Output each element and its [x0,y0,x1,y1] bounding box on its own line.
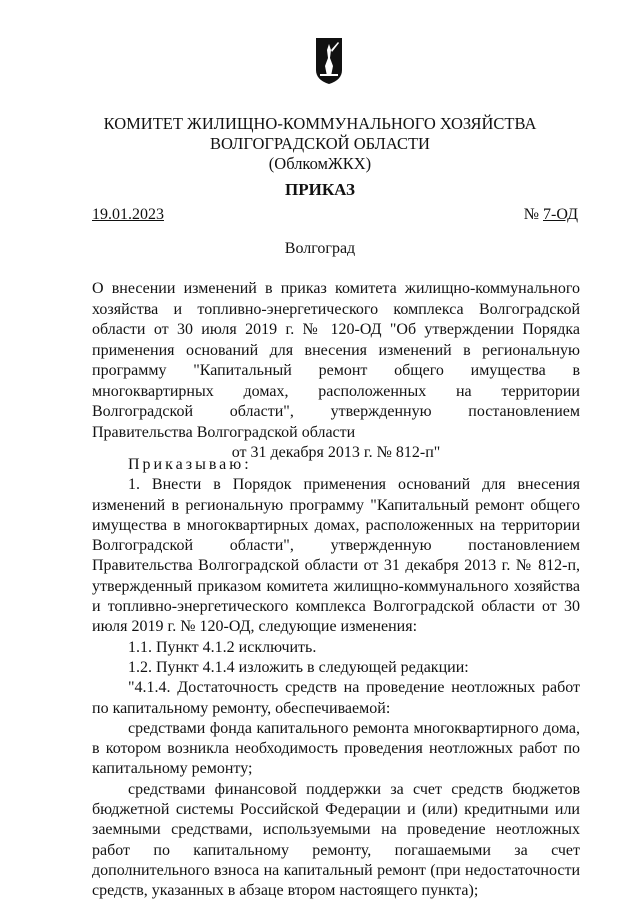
order-subject-last-line: от 31 декабря 2013 г. № 812-п" [231,444,441,461]
order-body [92,455,580,902]
org-abbreviation: (ОблкомЖКХ) [268,154,372,173]
body-paragraph: 1.2. Пункт 4.1.4 изложить в следующей редакции: [128,658,469,676]
order-number-value: 7-ОД [543,206,578,223]
body-paragraph: 1. Внести в Порядок применения оснований для внесения изменений в региональную программу "Капитальный ремонт общего имущества в многоквартирных домах, расположенных на территории Волгоградской области", утвержденную постановлением Правительства Волгоградской области от 31 декабря 2013 г. № 812-п, утвержденный приказом комитета жилищно-коммунального хозяйства и топливно-энергетического комплекса Волгоградской области от 30 июля 2019 г. № 120-ОД, следующие изменения: [92,476,580,636]
order-title: ПРИКАЗ [285,180,355,199]
decree-word: Приказываю: [128,456,252,473]
org-name-line1: КОМИТЕТ ЖИЛИЩНО-КОММУНАЛЬНОГО ХОЗЯЙСТВА [103,114,537,133]
order-subject-text: О внесении изменений в приказ комитета жилищно-коммунального хозяйства и топливно-энергетического комплекса Волгоградской области от 30 июля 2019 г. № 120-ОД "Об утверждении Порядка применения оснований для внесения изменений в региональную программу "Капитальный ремонт общего имущества в многоквартирных домах, расположенных на территории Волгоградской области", утвержденную постановлением Правительства Волгоградской области [92,280,580,441]
order-number-prefix: № [523,206,543,223]
order-city: Волгоград [284,240,356,257]
body-paragraph: "4.1.4. Достаточность средств на проведение неотложных работ по капитальному ремонту, обеспечиваемой: [92,679,580,717]
order-date: 19.01.2023 [92,206,164,223]
org-name-line2: ВОЛГОГРАДСКОЙ ОБЛАСТИ [210,134,430,153]
order-subject [92,279,580,464]
body-paragraph: средствами финансовой поддержки за счет средств бюджетов бюджетной системы Российской Федерации и (или) кредитными или заемными средствами, используемыми на проведение неотложных работ по капитальному ремонту, погашаемыми за счет дополнительного взноса на капитальный ремонт (при недостаточности средств, указанных в абзаце втором настоящего пункта); [92,780,580,900]
body-paragraph: 1.1. Пункт 4.1.2 исключить. [128,638,317,656]
volgograd-emblem-icon [314,36,344,86]
order-number [524,206,578,224]
body-paragraph: средствами фонда капитального ремонта многоквартирного дома, в котором возникла необходимость проведения неотложных работ по капитальному ремонту; [92,719,580,778]
